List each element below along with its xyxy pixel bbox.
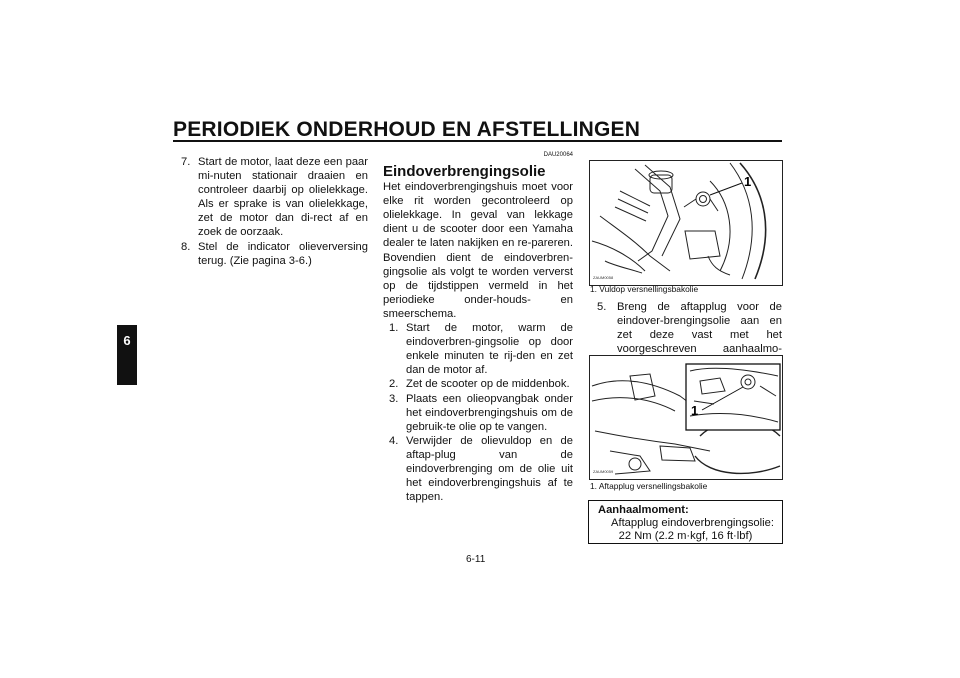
- list-item: [389, 434, 573, 504]
- figure-drain-plug: [589, 355, 783, 480]
- page-number: 6-11: [466, 554, 486, 565]
- figure1-code: ZAUM0058: [593, 275, 614, 280]
- torque-box: [588, 500, 783, 544]
- middle-column: [383, 148, 573, 504]
- step-number: 3.: [389, 392, 399, 405]
- list-item: [389, 392, 573, 434]
- chapter-tab-number: 6: [123, 333, 131, 348]
- step-text: Verwijder de olievuldop en de aftap-plug van de eindoverbrenging om de olie uit het eindoverbrengingshuis af te tappen.: [406, 434, 573, 504]
- drain-plug-illustration: [590, 356, 782, 479]
- figure1-caption: 1. Vuldop versnellingsbakolie: [590, 284, 699, 294]
- step-number: 2.: [389, 378, 399, 391]
- list-item: [181, 155, 368, 240]
- torque-item: Aftapplug eindoverbrengingsolie:: [611, 517, 774, 529]
- figure-oil-filler-cap: [589, 160, 783, 286]
- step-number: 1.: [389, 322, 399, 335]
- left-column: [181, 155, 368, 268]
- list-item: [389, 321, 573, 377]
- title-rule: [173, 140, 782, 142]
- step-number: 7.: [181, 156, 191, 168]
- step-text: Plaats een olieopvangbak onder het eindoverbrengingshuis om de gebruik-te olie op te vangen.: [406, 392, 573, 433]
- figure2-code: ZAUM0059: [593, 469, 614, 474]
- step-text: Zet de scooter op de middenbok.: [406, 378, 570, 391]
- section-heading: Eindoverbrengingsolie: [383, 163, 546, 180]
- step-number: 4.: [389, 434, 399, 447]
- torque-value: 22 Nm (2.2 m·kgf, 16 ft·lbf): [618, 530, 753, 542]
- step-text: Start de motor, warm de eindoverbren-gingsolie op door enkele minuten te rij-den en zet dan de motor af.: [406, 322, 573, 377]
- section-step-list: [389, 321, 573, 504]
- figure2-callout: 1: [691, 403, 699, 418]
- step-text: Breng de aftapplug voor de eindover-brengingsolie aan en zet deze vast met het voorgeschreven aanhaalmo-: [617, 301, 782, 356]
- step-text: Start de motor, laat deze een paar mi-nuten stationair draaien en controleer daarbij op olielekkage. Als er sprake is van olielekkage, zet de motor dan di-rect af en zoek de oorzaak.: [198, 156, 368, 239]
- step-number: 8.: [181, 240, 191, 253]
- left-step-list: [181, 155, 368, 268]
- list-item: [389, 377, 573, 391]
- chapter-tab: [117, 325, 137, 385]
- section-code: DAU20064: [543, 152, 573, 158]
- step-text: Stel de indicator olieverversing terug. (Zie pagina 3-6.): [198, 240, 368, 267]
- step-number: 5.: [597, 301, 607, 313]
- list-item: [181, 240, 368, 268]
- figure1-callout: 1: [744, 174, 752, 189]
- figure2-caption: 1. Aftapplug versnellingsbakolie: [590, 481, 708, 491]
- torque-heading: Aanhaalmoment:: [598, 504, 689, 516]
- filler-cap-illustration: [590, 161, 782, 285]
- page-title: PERIODIEK ONDERHOUD EN AFSTELLINGEN: [173, 118, 641, 141]
- section-intro: Het eindoverbrengingshuis moet voor elke rit worden gecontroleerd op olielekkage. In geval van lekkage dient u de scooter door een Yamaha dealer te laten nakijken en re-pareren. Bovendien dient de eindoverbren-gingsolie als volgt te worden ververst op de tijdstippen vermeld in het periodieke onder-houds- en smeerschema.: [383, 181, 573, 320]
